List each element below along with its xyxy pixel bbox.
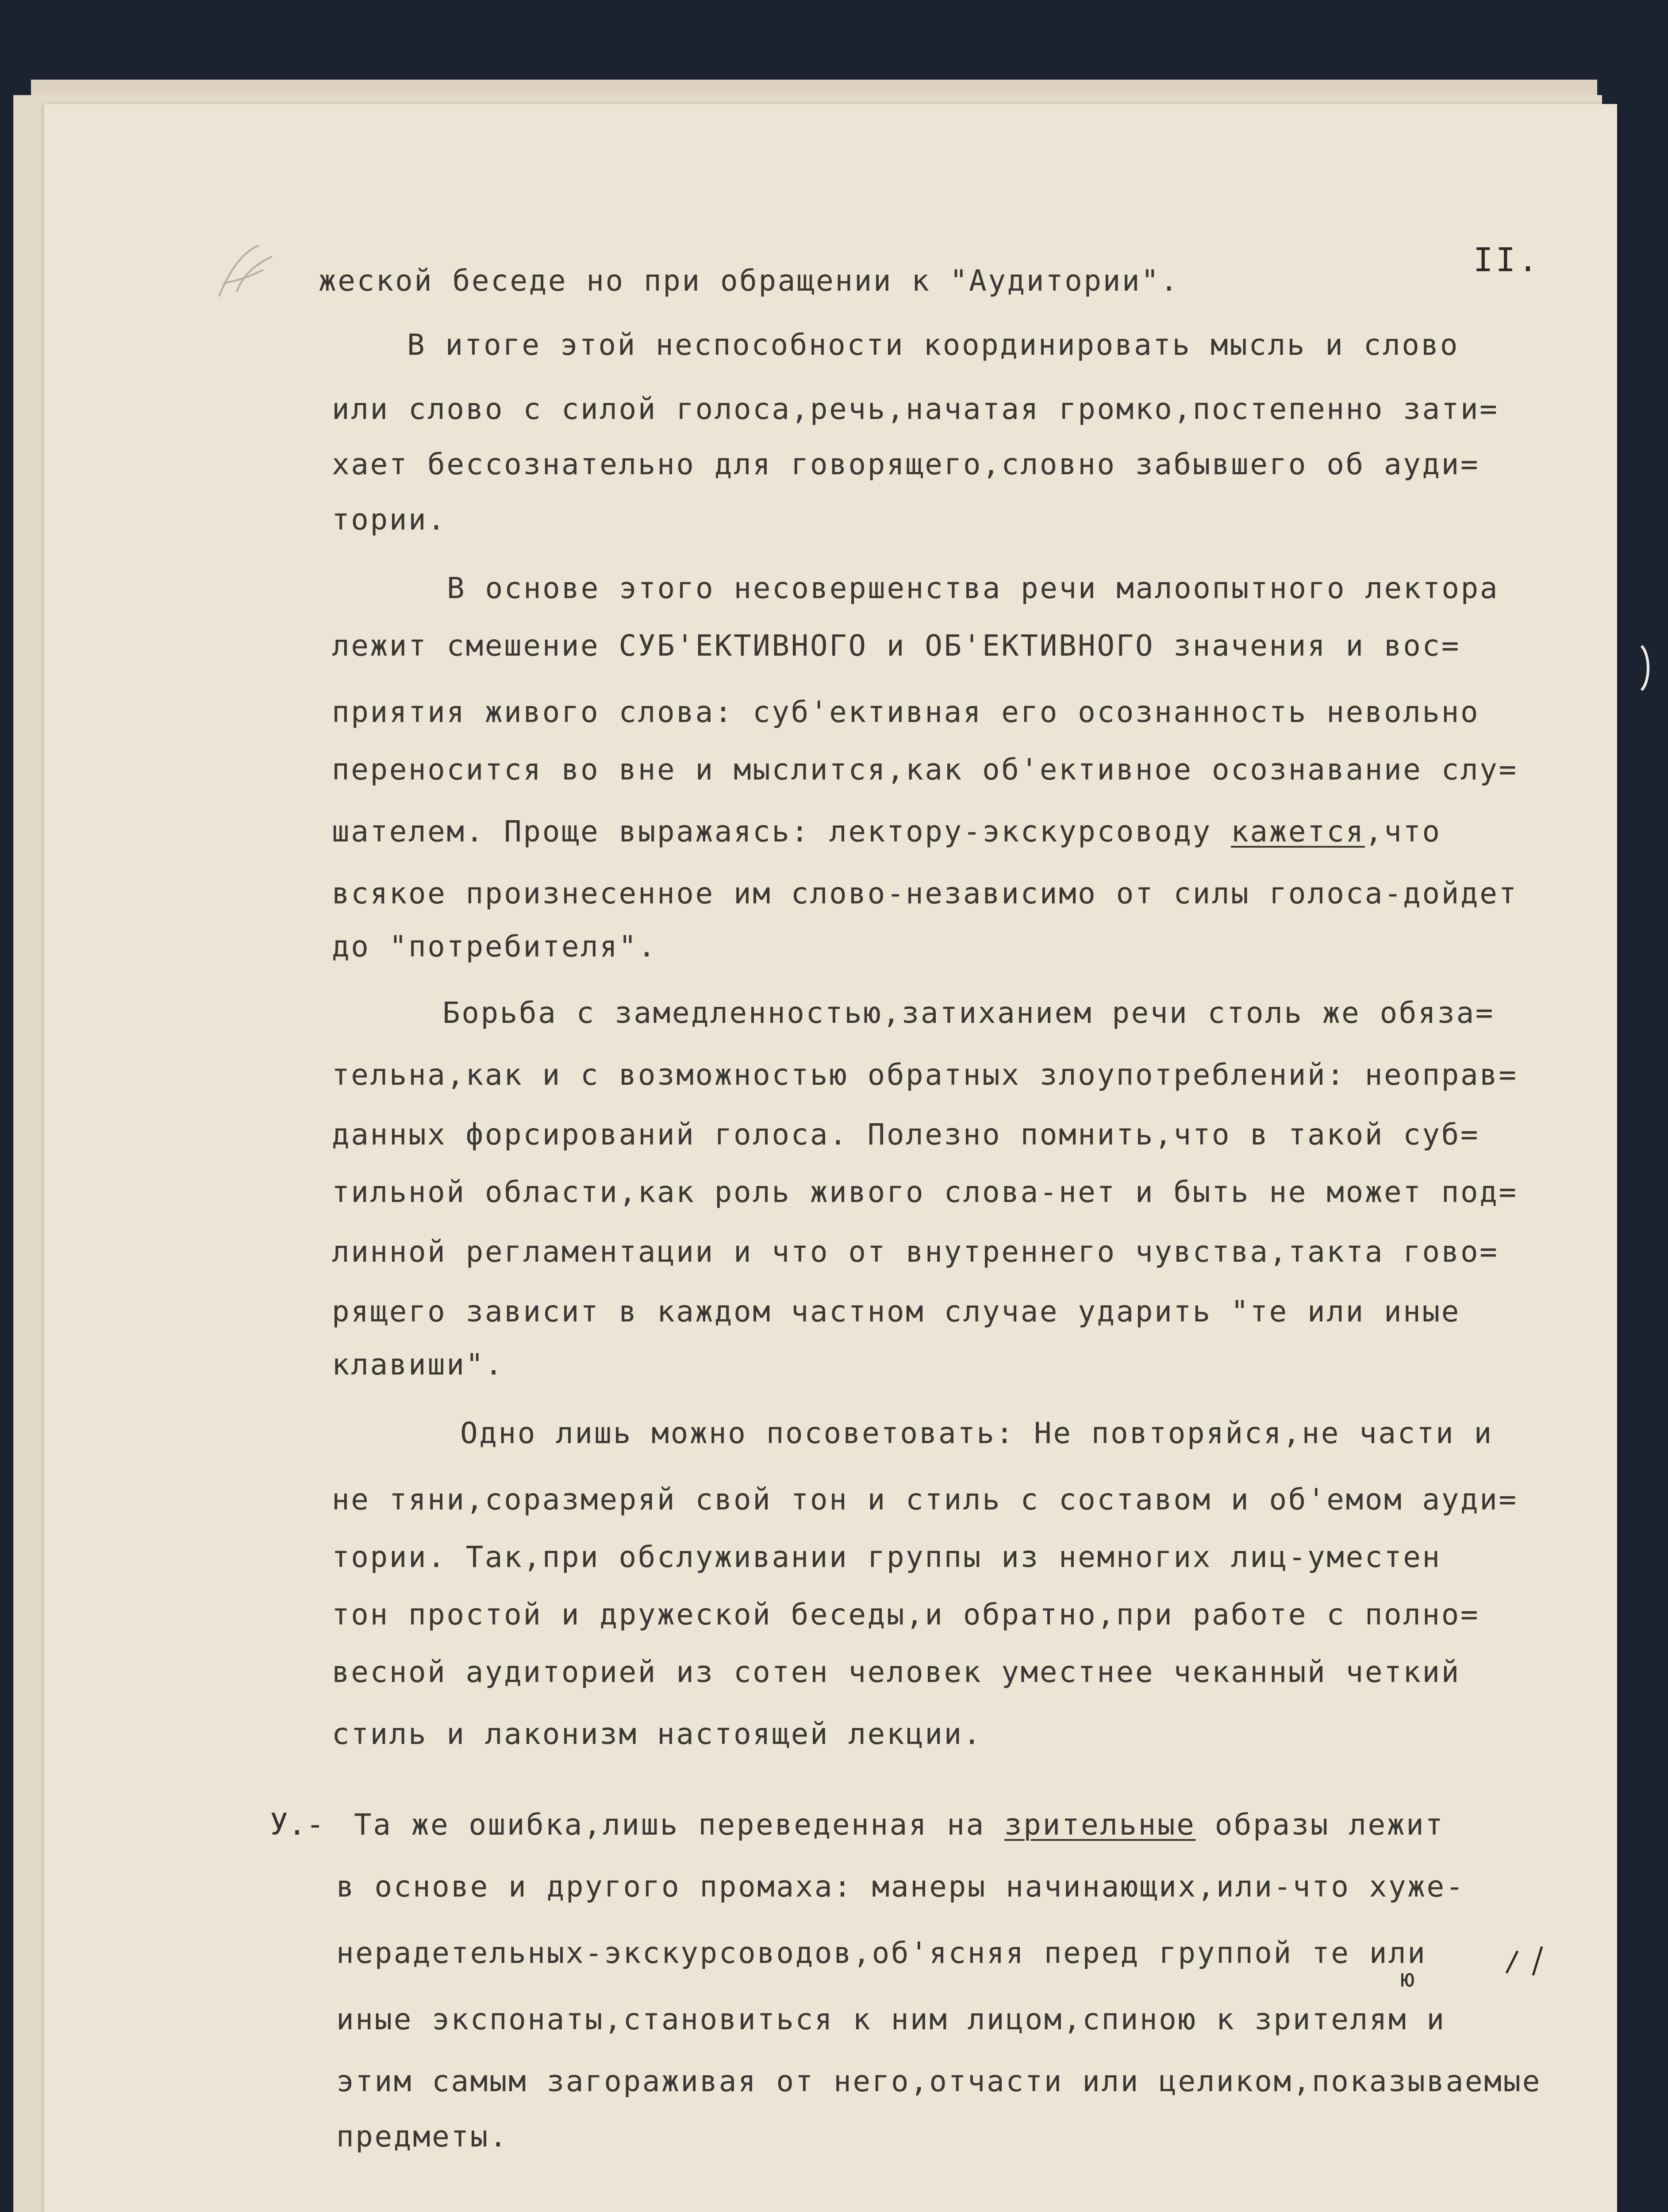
underlined-word: зрительные (1004, 1808, 1196, 1842)
text-line: не тяни,соразмеряй свой тон и стиль с составом и об'емом ауди= (332, 1482, 1518, 1517)
text-segment: образы лежит (1195, 1808, 1445, 1842)
underlined-word: кажется (1231, 814, 1365, 849)
text-line: тон простой и дружеской беседы,и обратно,при работе с полно= (332, 1598, 1480, 1632)
text-line: клавиши". (332, 1348, 504, 1382)
text-line: хает бессознательно для говорящего,словно забывшего об ауди= (332, 447, 1480, 481)
text-segment: шателем. Проще выражаясь: лектору-экскурсоводу (332, 814, 1231, 849)
section-marker: У.- (270, 1807, 324, 1842)
text-line: тории. (332, 503, 447, 537)
text-line: стиль и лаконизм настоящей лекции. (332, 1717, 983, 1751)
text-line (332, 814, 1441, 849)
text-line: переносится во вне и мыслится,как об'ективное осознавание слу= (332, 753, 1518, 787)
text-line: Борьба с замедленностью,затиханием речи столь же обяза= (442, 996, 1495, 1030)
text-line: нерадетельных-экскурсоводов,об'ясняя перед группой те или (336, 1936, 1427, 1970)
text-line: всякое произнесенное им слово-независимо от силы голоса-дойдет (332, 876, 1518, 910)
text-line (354, 1807, 1444, 1843)
text-line: приятия живого слова: суб'ективная его осознанность невольно (332, 695, 1480, 729)
text-line: весной аудиторией из сотен человек уместнее чеканный четкий (332, 1655, 1460, 1689)
text-line: жеской беседе но при обращении к "Аудитории". (319, 264, 1180, 298)
text-line: данных форсирований голоса. Полезно помнить,что в такой суб= (332, 1118, 1480, 1152)
text-line: предметы. (336, 2120, 509, 2154)
text-line: тильной области,как роль живого слова-нет и быть не может под= (332, 1175, 1518, 1209)
text-line: или слово с силой голоса,речь,начатая громко,постепенно зати= (332, 392, 1499, 426)
text-line: лежит смешение СУБ'ЕКТИВНОГО и ОБ'ЕКТИВНОГО значения и вос= (332, 629, 1460, 663)
text-line: В итоге этой неспособности координировать мысль и слово (407, 328, 1459, 362)
margin-correction: ю (1400, 1964, 1415, 1992)
text-line: линной регламентации и что от внутреннего чувства,такта гово= (332, 1235, 1499, 1269)
text-line: тельна,как и с возможностью обратных злоупотреблений: неоправ= (332, 1058, 1518, 1092)
text-line: в основе и другого промаха: манеры начинающих,или-что хуже- (336, 1870, 1465, 1904)
text-line: В основе этого несовершенства речи малоопытного лектора (447, 571, 1499, 605)
page-number: II. (1473, 241, 1541, 279)
binding-clip-icon (1637, 641, 1655, 695)
text-segment: Та же ошибка,лишь переведенная на (354, 1808, 1005, 1842)
ink-slash-icon (1500, 1942, 1549, 1978)
text-segment: ,что (1364, 814, 1441, 849)
text-line: иные экспонаты,становиться к ним лицом,спиною к зрителям и (336, 2002, 1446, 2036)
text-line: рящего зависит в каждом частном случае ударить "те или иные (332, 1294, 1460, 1329)
text-line: тории. Так,при обслуживании группы из немногих лиц-уместен (332, 1540, 1441, 1574)
text-line: Одно лишь можно посоветовать: Не повторяйся,не части и (460, 1416, 1493, 1450)
text-line: этим самым загораживая от него,отчасти или целиком,показываемые (336, 2064, 1541, 2098)
text-line: до "потребителя". (332, 929, 657, 964)
